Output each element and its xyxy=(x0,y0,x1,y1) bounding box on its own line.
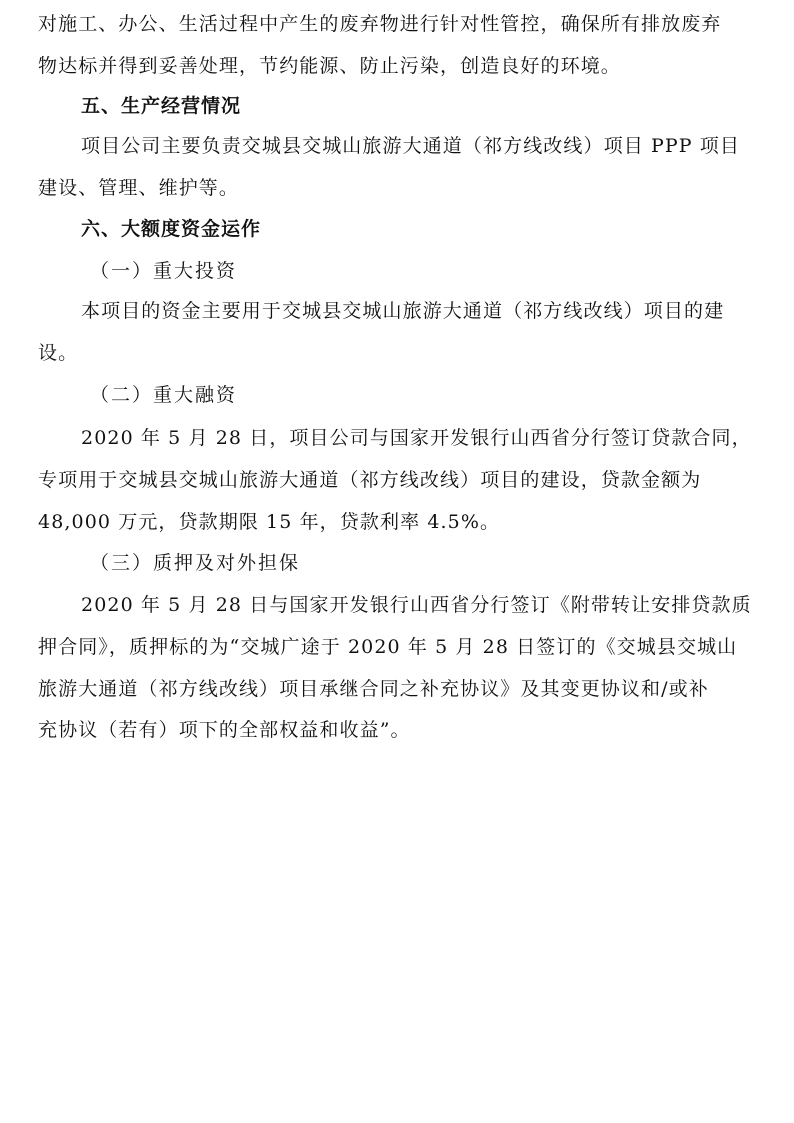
paragraph-line: 48,000 万元，贷款期限 15 年，贷款利率 4.5%。 xyxy=(38,511,501,533)
paragraph-line: 建设、管理、维护等。 xyxy=(38,177,240,199)
paragraph-line: 项目公司主要负责交城县交城山旅游大通道（祁方线改线）项目 PPP 项目 xyxy=(81,135,740,157)
paragraph-line: 充协议（若有）项下的全部权益和收益”。 xyxy=(38,719,411,741)
paragraph-line: 2020 年 5 月 28 日与国家开发银行山西省分行签订《附带转让安排贷款质 xyxy=(81,594,752,616)
section-heading-6: 六、大额度资金运作 xyxy=(81,218,262,240)
paragraph-line: 专项用于交城县交城山旅游大通道（祁方线改线）项目的建设，贷款金额为 xyxy=(38,469,702,491)
section-heading-5: 五、生产经营情况 xyxy=(81,95,242,117)
paragraph-line: 设。 xyxy=(38,342,79,364)
paragraph-line: 对施工、办公、生活过程中产生的废弃物进行针对性管控，确保所有排放废弃 xyxy=(38,13,722,35)
paragraph-line: 2020 年 5 月 28 日，项目公司与国家开发银行山西省分行签订贷款合同， xyxy=(81,427,752,449)
paragraph-line: 物达标并得到妥善处理，节约能源、防止污染，创造良好的环境。 xyxy=(38,55,621,77)
subsection-heading-investment: （一）重大投资 xyxy=(90,260,238,282)
paragraph-line: 旅游大通道（祁方线改线）项目承继合同之补充协议》及其变更协议和/或补 xyxy=(38,678,709,700)
subsection-heading-pledge: （三）质押及对外担保 xyxy=(90,552,301,574)
subsection-heading-financing: （二）重大融资 xyxy=(90,384,238,406)
paragraph-line: 本项目的资金主要用于交城县交城山旅游大通道（祁方线改线）项目的建 xyxy=(81,300,725,322)
paragraph-line: 押合同》，质押标的为“交城广途于 2020 年 5 月 28 日签订的《交城县交城山 xyxy=(38,636,738,658)
